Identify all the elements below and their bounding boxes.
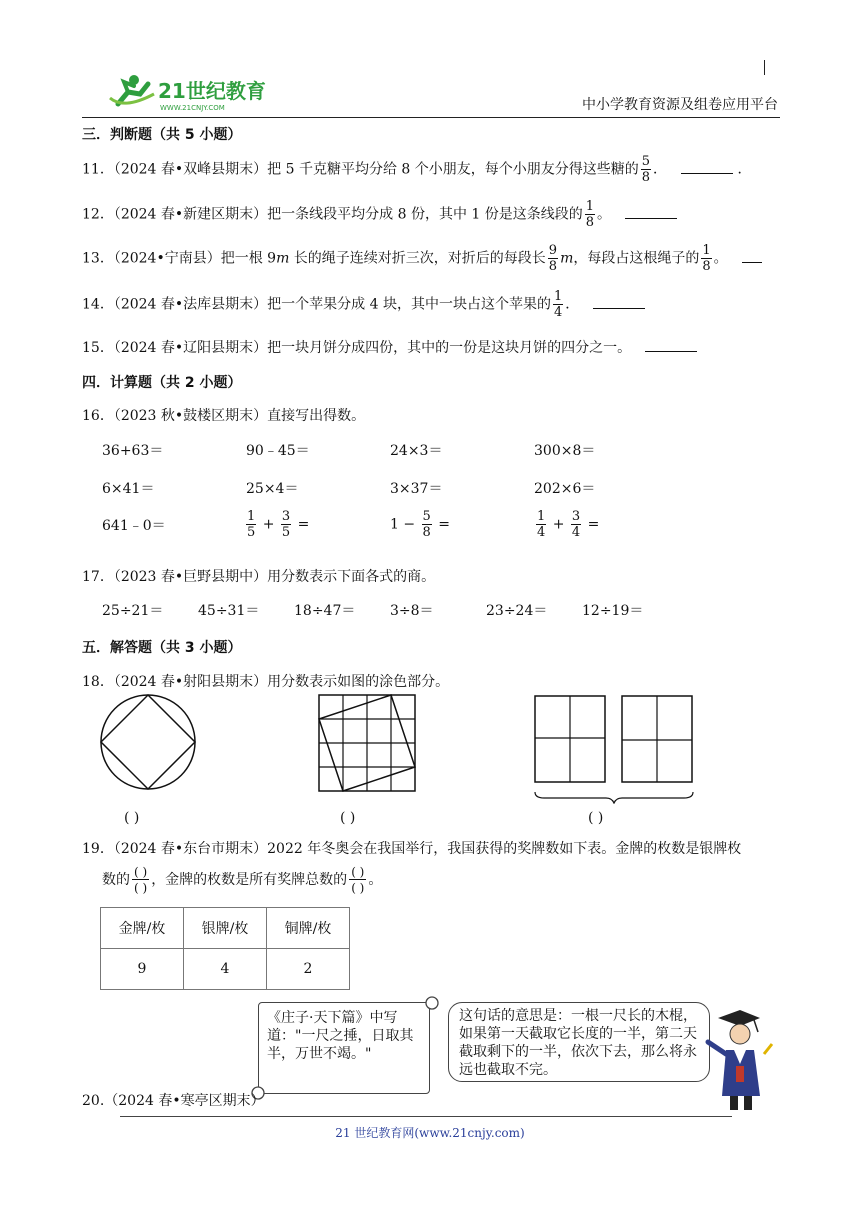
calc-item: 641﹣0＝ [102,518,166,534]
quotient-item: 3÷8＝ [390,603,434,619]
answer-paren[interactable]: ( ) [340,810,356,826]
scroll-edges-icon [246,996,446,1100]
question-19-line2: 数的 ( ) ( ) ，金牌的枚数是所有奖牌总数的 ( ) ( ) 。 [102,865,383,895]
svg-text:WWW.21CNJY.COM: WWW.21CNJY.COM [160,104,225,112]
site-logo [104,70,304,114]
circle-square-figure [98,692,198,792]
quotient-item: 18÷47＝ [294,603,356,619]
calc-item: 36+63＝ [102,443,164,459]
answer-blank[interactable] [681,163,733,174]
question-15: 15．（2024 春•辽阳县期末）把一块月饼分成四份，其中的一份是这块月饼的四分之一。 [82,337,697,357]
question-12: 12．（2024 春•新建区期末）把一条线段平均分成 8 份，其中 1 份是这条线段的 $\frac{1}{8}$ 。 [82,200,677,229]
fraction: $\frac{1}{4}$ [553,289,563,320]
quotient-item: 45÷31＝ [198,603,260,619]
medal-table [100,907,350,990]
grid-square-figure [318,694,416,792]
question-14: 14．（2024 春•法库县期末）把一个苹果分成 4 块，其中一块占这个苹果的 $\frac{1}{4}$ ． [82,290,645,319]
answer-blank[interactable] [645,341,697,352]
calc-fraction-item: $\frac{1}{5}$ + $\frac{3}{5}$ = [247,509,310,540]
question-17: 17．（2023 春•巨野县期中）用分数表示下面各式的商。 [82,569,436,585]
answer-blank[interactable] [742,252,762,263]
quotient-item: 12÷19＝ [582,603,644,619]
calc-fraction-item: 1 − $\frac{5}{8}$ = [390,509,451,540]
answer-fraction[interactable]: ( ) ( ) [134,865,148,895]
answer-blank[interactable] [593,298,645,309]
quotient-item: 23÷24＝ [486,603,548,619]
calc-item: 90﹣45＝ [246,443,310,459]
question-11: 11．（2024 春•双峰县期末）把 5 千克糖平均分给 8 个小朋友，每个小朋友分得这些糖的 $\frac{5}{8}$ ． ． [82,154,752,185]
two-squares-figure [532,694,696,804]
scholar-figure-icon [704,1004,776,1114]
speech-bubble: 这句话的意思是：一根一尺长的木棍，如果第一天截取它长度的一半，第二天截取剩下的一半，依次下去，那么将永远也截取不完。 [448,1002,710,1082]
answer-blank[interactable] [625,208,677,219]
section-3-title: 三．判断题（共 5 小题） [82,127,242,143]
answer-fraction[interactable]: ( ) ( ) [351,865,365,895]
table-header: 金牌/枚 [101,908,184,949]
calc-item: 6×41＝ [102,481,155,497]
quotient-item: 25÷21＝ [102,603,164,619]
platform-title: 中小学教育资源及组卷应用平台 [582,97,778,113]
question-20: 20.（2024 春•寒亭区期末） [82,1093,265,1109]
table-header: 铜牌/枚 [267,908,350,949]
question-13: 13．（2024•宁南县）把一根 9m 长的绳子连续对折三次，对折后的每段长 $\frac{9}{8}$ m，每段占这根绳子的 $\frac{1}{8}$ 。 [82,244,762,273]
question-16: 16．（2023 秋•鼓楼区期末）直接写出得数。 [82,408,366,424]
footer-link[interactable]: 21 世纪教育网(www.21cnjy.com) [335,1126,525,1140]
footer-rule [120,1116,732,1117]
fraction: $\frac{1}{8}$ [585,199,595,230]
calc-item: 202×6＝ [534,481,596,497]
scroll-quote: 《庄子·天下篇》中写道："一尺之捶，日取其半，万世不竭。" [258,1002,430,1094]
header-rule [82,117,780,118]
section-4-title: 四．计算题（共 2 小题） [82,375,242,391]
header-tick [764,60,765,75]
fraction: $\frac{5}{8}$ [641,154,651,185]
table-cell: 9 [101,949,184,990]
question-19-line1: 19．（2024 春•东台市期末）2022 年冬奥会在我国举行，我国获得的奖牌数如下表。金牌的枚数是银牌枚 [82,841,742,857]
table-header: 银牌/枚 [184,908,267,949]
runner-logo-icon [104,70,304,114]
calc-item: 24×3＝ [390,443,443,459]
calc-fraction-item: $\frac{1}{4}$ + $\frac{3}{4}$ = [537,509,600,540]
calc-item: 3×37＝ [390,481,443,497]
calc-item: 25×4＝ [246,481,299,497]
section-5-title: 五．解答题（共 3 小题） [82,640,242,656]
svg-text:21世纪教育: 21世纪教育 [158,79,266,103]
table-cell: 2 [267,949,350,990]
fraction: $\frac{9}{8}$ [548,243,558,274]
fraction: $\frac{1}{8}$ [702,243,711,274]
answer-paren[interactable]: ( ) [124,810,140,826]
answer-paren[interactable]: ( ) [588,810,604,826]
question-18: 18．（2024 春•射阳县期末）用分数表示如图的涂色部分。 [82,674,450,690]
calc-item: 300×8＝ [534,443,596,459]
table-cell: 4 [184,949,267,990]
